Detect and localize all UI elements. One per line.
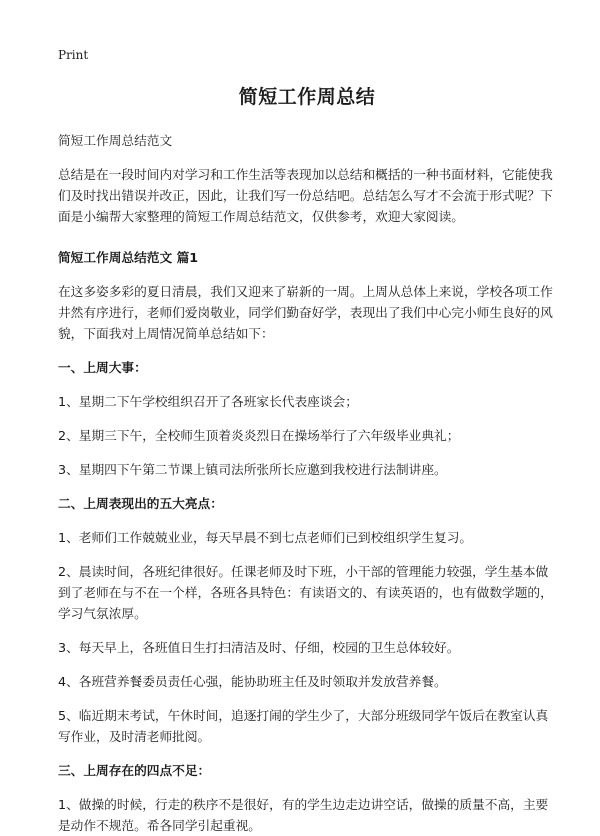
list-item: 4、各班营养餐委员责任心强，能协助班主任及时领取并发放营养餐。: [58, 674, 447, 689]
list-item: 3、星期四下午第二节课上镇司法所张所长应邀到我校进行法制讲座。: [58, 462, 447, 477]
section-heading-major-events: 一、上周大事：: [58, 360, 147, 375]
list-item: 2、星期三下午，全校师生顶着炎炎烈日在操场举行了六年级毕业典礼；: [58, 428, 460, 443]
essay-heading: 简短工作周总结范文 篇1: [58, 250, 199, 265]
list-item: 3、每天早上，各班值日生打扫清洁及时、仔细，校园的卫生总体较好。: [58, 640, 460, 655]
document-subtitle: 简短工作周总结范文: [58, 133, 173, 148]
list-item: 1、做操的时候，行走的秩序不是很好，有的学生边走边讲空话，做操的质量不高，主要是动作不规范。希各同学引起重视。: [58, 797, 549, 833]
print-link[interactable]: Print: [58, 48, 89, 62]
opening-paragraph: 在这多姿多彩的夏日清晨，我们又迎来了崭新的一周。上周从总体上来说，学校各项工作井然有序进行，老师们爱岗敬业，同学们勤奋好学，表现出了我们中心完小师生良好的风貌，下面我对上周情况简单总结如下：: [58, 284, 553, 341]
section-heading-shortcomings: 三、上周存在的四点不足：: [58, 763, 211, 778]
intro-paragraph: 总结是在一段时间内对学习和工作生活等表现加以总结和概括的一种书面材料，它能使我们及时找出错误并改正，因此，让我们写一份总结吧。总结怎么写才不会流于形式呢？下面是小编帮大家整理的简短工作周总结范文，仅供参考，欢迎大家阅读。: [58, 167, 553, 224]
list-item: 1、星期二下午学校组织召开了各班家长代表座谈会；: [58, 394, 358, 409]
list-item: 1、老师们工作兢兢业业，每天早晨不到七点老师们已到校组织学生复习。: [58, 530, 473, 545]
list-item: 2、晨读时间，各班纪律很好。任课老师及时下班，小干部的管理能力较强，学生基本做到了老师在与不在一个样，各班各具特色：有读语文的、有读英语的，也有做数学题的，学习气氛浓厚。: [58, 564, 553, 621]
list-item: 5、临近期末考试，午休时间，追逐打闹的学生少了，大部分班级同学午饭后在教室认真写作业，及时清老师批阅。: [58, 708, 549, 744]
page-title: 简短工作周总结: [238, 86, 376, 108]
section-heading-highlights: 二、上周表现出的五大亮点：: [58, 496, 223, 511]
